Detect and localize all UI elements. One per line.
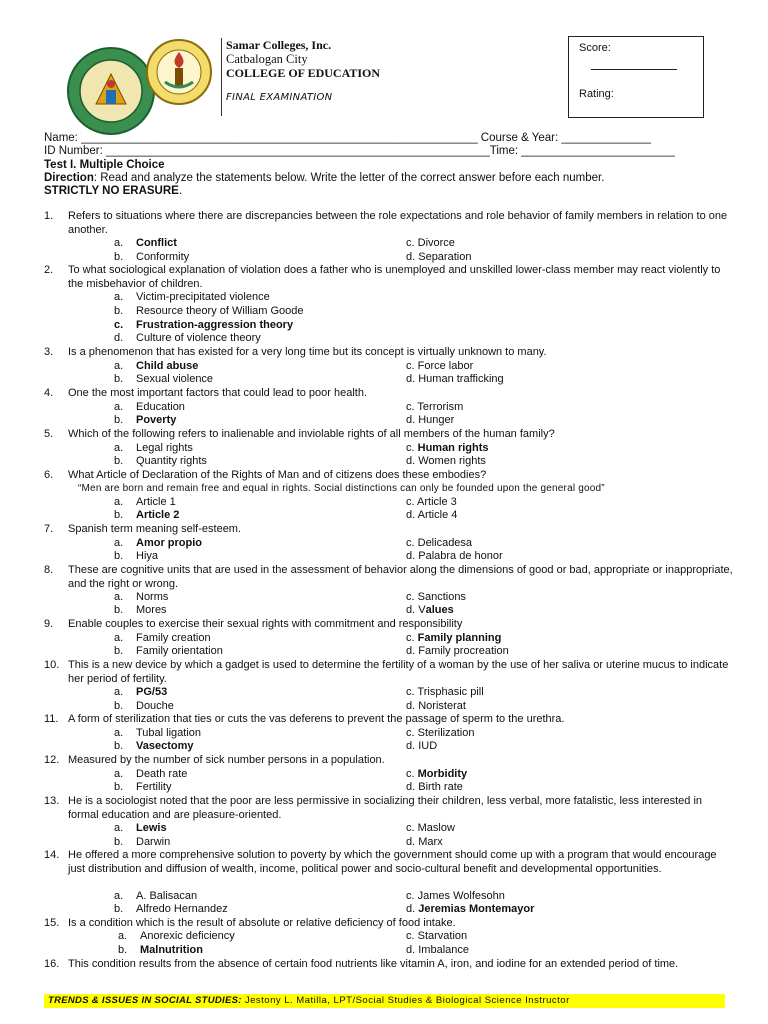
question-10: 10. This is a new device by which a gadget is used to determine the fertility of a woman by the use of her saliva or uterine mucus to indicate her period of fertility. [44,659,734,686]
option-b: b. Malnutrition [118,944,203,956]
question-text: Which of the following refers to inalienable and inviolable rights of all members of the human family? [68,428,555,440]
option-d: d. Marx [406,836,443,848]
question-11: 11. A form of sterilization that ties or cuts the vas deferens to prevent the passage of sperm to the urethra. [44,713,734,727]
option-d: d. Human trafficking [406,373,504,385]
question-text: Refers to situations where there are discrepancies between the role expectations and role behavior of family members in relation to one another. [68,210,728,236]
option-c: c. Frustration-aggression theory [114,319,294,331]
option-b: b. Alfredo Hernandez [114,903,228,915]
question-6-quote: “Men are born and remain free and equal in rights. Social distinctions can only be founded upon the general good” [78,483,605,494]
footer-instructor: Jestony L. Matilla, LPT/Social Studies & Biological Science Instructor [241,995,570,1006]
option-b: b. Article 2 [114,509,180,521]
question-text: Is a condition which is the result of absolute or relative deficiency of food intake. [68,917,456,929]
option-a: a. Family creation [114,632,211,644]
question-4: 4. One the most important factors that could lead to poor health. [44,387,734,401]
question-14: 14. He offered a more comprehensive solution to poverty by which the government should come up with a program that would encourage just distribution and diffusion of wealth, income, political power and socio-cultural benefit and developmental opportunities. [44,849,734,876]
option-a: a. Article 1 [114,496,176,508]
question-8: 8. These are cognitive units that are used in the assessment of behavior along the dimensions of good or bad, appropriate or inappropriate, and the right or wrong. [44,564,733,590]
question-6: 6. What Article of Declaration of the Rights of Man and of citizens does these embodies? [44,469,734,483]
option-d: d. Family procreation [406,645,509,657]
option-b: b. Poverty [114,414,177,426]
question-text: One the most important factors that could lead to poor health. [68,387,368,399]
direction-line [44,172,604,186]
option-a: a. Death rate [114,768,188,780]
question-15: 15. Is a condition which is the result of absolute or relative deficiency of food intake. [44,917,734,931]
option-c: c. Family planning [406,632,502,644]
option-a: a. Conflict [114,237,177,249]
id-number-field-line[interactable]: ID Number: ____________________________________________________________Time: ________________________ [44,145,675,157]
no-erasure-warning: STRICTLY NO ERASURE [44,185,179,197]
option-c: c. Human rights [406,442,489,454]
question-text: He is a sociologist noted that the poor are less permissive in socializing their children, less verbal, more fatalistic, less interested in formal education and are pleasure-oriented. [68,795,703,821]
option-b: b. Douche [114,700,174,712]
option-b: b. Conformity [114,251,190,263]
option-b: b. Fertility [114,781,172,793]
option-c: c. Sanctions [406,591,466,603]
option-d: d. Jeremias Montemayor [406,903,535,915]
question-16: 16. This condition results from the absence of certain food nutrients like vitamin A, iron, and iodine for an extended period of time. [44,958,734,972]
option-c: c. James Wolfesohn [406,890,505,902]
option-d: d. Women rights [406,455,486,467]
footer-banner [44,994,725,1008]
score-box [568,36,704,118]
question-text: This is a new device by which a gadget is used to determine the fertility of a woman by the use of her saliva or uterine mucus to indicate her period of fertility. [68,659,729,685]
option-c: c. Starvation [406,930,468,942]
option-d: d. Birth rate [406,781,463,793]
samar-colleges-seal-logo [66,46,156,136]
score-label: Score: [579,42,611,54]
exam-title: FINAL EXAMINATION [226,92,333,103]
no-erasure-line: STRICTLY NO ERASURE. [44,185,183,197]
score-line [591,69,677,70]
question-13: 13. He is a sociologist noted that the poor are less permissive in socializing their children, less verbal, more fatalistic, less interested in formal education and are pleasure-oriented. [44,795,734,822]
test-title: Test I. Multiple Choice [44,159,165,171]
option-a: a. Child abuse [114,360,199,372]
college-name: COLLEGE OF EDUCATION [226,66,381,80]
option-d: d. Noristerat [406,700,466,712]
option-a: a. Tubal ligation [114,727,202,739]
question-3: 3. Is a phenomenon that has existed for a very long time but its concept is virtually unknown to many. [44,346,734,360]
option-c: c. Maslow [406,822,455,834]
option-a: a. Education [114,401,185,413]
name-field-line[interactable]: Name: ______________________________________________________________ Course & Year: ______________ [44,132,651,144]
option-d: d. Culture of violence theory [114,332,261,344]
question-text: Is a phenomenon that has existed for a very long time but its concept is virtually unknown to many. [68,346,547,358]
option-b: b. Resource theory of William Goode [114,305,304,317]
option-d: d. Hunger [406,414,455,426]
option-a: a. Norms [114,591,169,603]
question-7: 7. Spanish term meaning self-esteem. [44,523,734,537]
question-5: 5. Which of the following refers to inalienable and inviolable rights of all members of the human family? [44,428,734,442]
question-text: What Article of Declaration of the Rights of Man and of citizens does these embodies? [68,469,487,481]
school-header [226,38,380,80]
option-d: d. IUD [406,740,438,752]
rating-label: Rating: [579,88,614,100]
question-text: Enable couples to exercise their sexual rights with commitment and responsibility [68,618,463,630]
option-a: a. Anorexic deficiency [118,930,235,942]
option-c: c. Force labor [406,360,474,372]
question-12: 12. Measured by the number of sick number persons in a population. [44,754,734,768]
college-of-education-seal-logo [145,38,213,106]
question-text: Spanish term meaning self-esteem. [68,523,242,535]
option-a: a. Lewis [114,822,167,834]
option-a: a. PG/53 [114,686,168,698]
footer-course: TRENDS & ISSUES IN SOCIAL STUDIES: [48,995,242,1006]
option-b: b. Vasectomy [114,740,194,752]
question-1: 1. Refers to situations where there are discrepancies between the role expectations and role behavior of family members in relation to one another. [44,210,734,237]
option-b: b. Hiya [114,550,159,562]
option-b: b. Darwin [114,836,171,848]
direction-label: Direction [44,172,94,184]
option-d: d. Separation [406,251,472,263]
option-d: d. Palabra de honor [406,550,503,562]
option-a: a. A. Balisacan [114,890,198,902]
question-text: Measured by the number of sick number persons in a population. [68,754,385,766]
option-c: c. Article 3 [406,496,457,508]
option-c: c. Divorce [406,237,455,249]
option-a: a. Legal rights [114,442,193,454]
option-b: b. Mores [114,604,167,616]
question-2: 2. To what sociological explanation of violation does a father who is unemployed and unskilled lower-class member may react violently to the misbehavior of children. [44,264,734,291]
option-c: c. Delicadesa [406,537,473,549]
option-d: d. Article 4 [406,509,458,521]
option-c: c. Sterilization [406,727,475,739]
question-text: He offered a more comprehensive solution to poverty by which the government should come up with a program that would encourage just distribution and diffusion of wealth, income, political power and socio-cultural benefit and developmental opportunities. [68,849,717,875]
option-b: b. Family orientation [114,645,223,657]
header-divider [221,38,222,116]
option-a: a. Victim-precipitated violence [114,291,270,303]
question-9: 9. Enable couples to exercise their sexual rights with commitment and responsibility [44,618,734,632]
option-d: d. Imbalance [406,944,469,956]
school-city: Catbalogan City [226,52,308,66]
school-name: Samar Colleges, Inc. [226,38,332,52]
question-text: To what sociological explanation of violation does a father who is unemployed and unskilled lower-class member may react violently to the misbehavior of children. [68,264,721,290]
direction-text: : Read and analyze the statements below. Write the letter of the correct answer before each number. [93,172,605,184]
option-d: d. Values [406,604,454,616]
option-a: a. Amor propio [114,537,202,549]
option-c: c. Terrorism [406,401,464,413]
question-text: This condition results from the absence of certain food nutrients like vitamin A, iron, and iodine for an extended period of time. [68,958,679,970]
option-b: b. Sexual violence [114,373,214,385]
question-text: These are cognitive units that are used in the assessment of behavior along the dimensions of good or bad, appropriate or inappropriate, and the right or wrong. [68,564,733,590]
option-b: b. Quantity rights [114,455,207,467]
option-c: c. Morbidity [406,768,468,780]
question-text: A form of sterilization that ties or cuts the vas deferens to prevent the passage of sperm to the urethra. [68,713,565,725]
option-c: c. Trisphasic pill [406,686,484,698]
